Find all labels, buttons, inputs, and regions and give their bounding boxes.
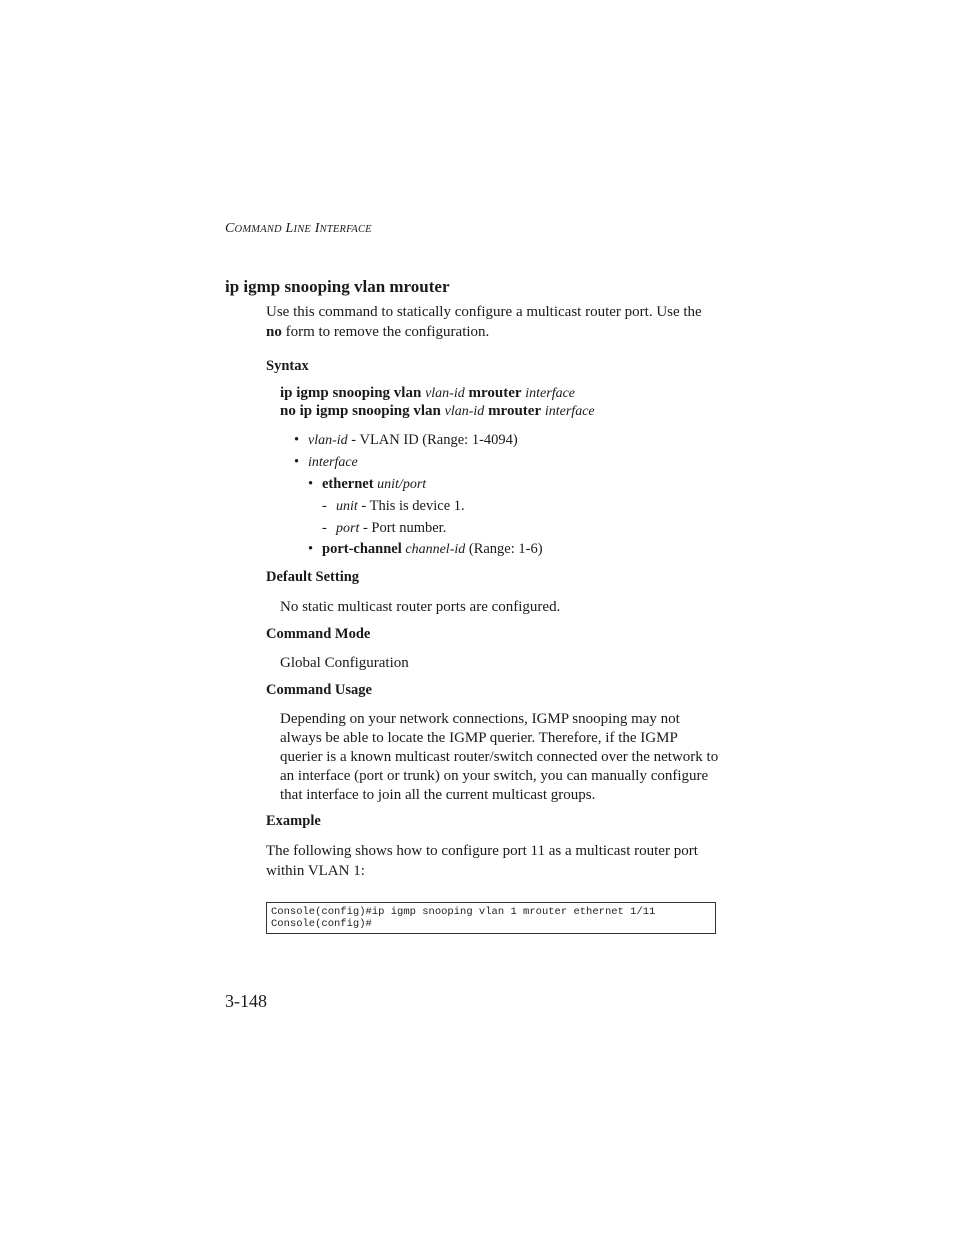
list-item: • interface bbox=[294, 454, 358, 470]
list-item: • vlan-id - VLAN ID (Range: 1-4094) bbox=[294, 432, 518, 448]
page-number: 3-148 bbox=[225, 991, 267, 1011]
syntax-line-1: ip igmp snooping vlan vlan-id mrouter interface bbox=[280, 385, 576, 401]
example-text: The following shows how to configure port 11 as a multicast router port within VLAN 1: bbox=[266, 843, 698, 879]
command-mode-heading: Command Mode bbox=[266, 626, 371, 642]
default-setting-heading: Default Setting bbox=[266, 569, 360, 585]
command-usage-text: Depending on your network connections, IGMP snooping may not always be able to locate the IGMP querier. Therefore, if the IGMP querier is a known multicast router/switch connected over the network to an interface (port or trunk) on your switch, you can manually configure that interface to join all the current multicast groups. bbox=[280, 711, 719, 803]
list-item: • ethernet unit/port bbox=[308, 476, 427, 492]
list-item: - port - Port number. bbox=[322, 520, 447, 536]
code-line: Console(config)#ip igmp snooping vlan 1 mrouter ethernet 1/11 bbox=[271, 906, 656, 918]
example-heading: Example bbox=[266, 813, 321, 829]
default-setting-text: No static multicast router ports are configured. bbox=[280, 599, 561, 615]
command-usage-heading: Command Usage bbox=[266, 682, 372, 698]
syntax-line-2: no ip igmp snooping vlan vlan-id mrouter interface bbox=[280, 403, 595, 419]
list-item: - unit - This is device 1. bbox=[322, 498, 465, 514]
syntax-heading: Syntax bbox=[266, 358, 309, 374]
command-mode-text: Global Configuration bbox=[280, 655, 409, 671]
code-line: Console(config)# bbox=[271, 918, 372, 930]
list-item: • port-channel channel-id (Range: 1-6) bbox=[308, 541, 543, 557]
command-description: Use this command to statically configure a multicast router port. Use the no form to remove the configuration. bbox=[266, 304, 702, 340]
code-example-box bbox=[266, 902, 716, 934]
running-header: COMMAND LINE INTERFACE bbox=[225, 221, 372, 236]
page-title: ip igmp snooping vlan mrouter bbox=[225, 277, 450, 296]
